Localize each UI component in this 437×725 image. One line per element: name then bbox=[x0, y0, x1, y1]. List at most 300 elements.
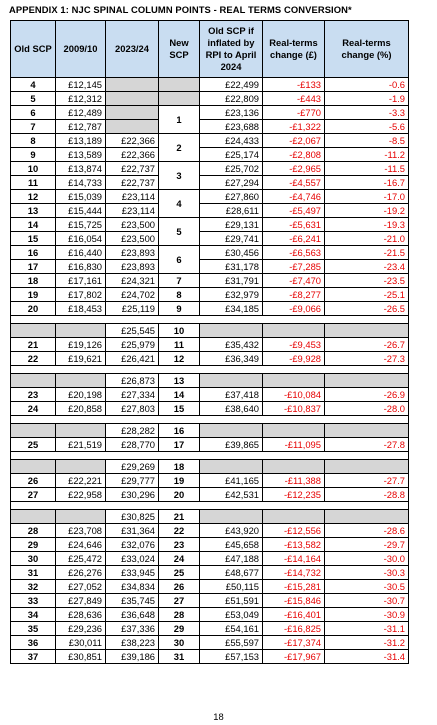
old-scp-cell: 33 bbox=[11, 594, 56, 608]
salary-2023-cell: £27,334 bbox=[106, 388, 159, 402]
col-header-old-scp: Old SCP bbox=[11, 21, 56, 78]
table-row bbox=[11, 524, 409, 538]
inflated-salary-cell: £23,136 bbox=[200, 106, 263, 120]
real-change-pct-cell: -3.3 bbox=[325, 106, 409, 120]
old-scp-cell: 26 bbox=[11, 474, 56, 488]
inflated-salary-cell: £27,294 bbox=[200, 176, 263, 190]
table-row bbox=[11, 302, 409, 316]
table-row bbox=[11, 260, 409, 274]
table-spacer-row bbox=[11, 502, 409, 510]
new-scp-cell: 9 bbox=[159, 302, 200, 316]
inflated-salary-cell: £53,049 bbox=[200, 608, 263, 622]
old-scp-cell: 6 bbox=[11, 106, 56, 120]
table-row bbox=[11, 176, 409, 190]
old-scp-cell: 10 bbox=[11, 162, 56, 176]
real-change-pct-cell bbox=[325, 460, 409, 474]
salary-2009-cell: £15,039 bbox=[56, 190, 106, 204]
salary-2009-cell: £30,851 bbox=[56, 650, 106, 664]
salary-2009-cell: £17,161 bbox=[56, 274, 106, 288]
salary-2009-cell: £12,312 bbox=[56, 92, 106, 106]
new-scp-cell: 29 bbox=[159, 622, 200, 636]
inflated-salary-cell bbox=[200, 374, 263, 388]
salary-2009-cell: £19,126 bbox=[56, 338, 106, 352]
old-scp-cell: 11 bbox=[11, 176, 56, 190]
table-row bbox=[11, 120, 409, 134]
spacer-cell bbox=[11, 502, 409, 510]
salary-2023-cell bbox=[106, 92, 159, 106]
table-row bbox=[11, 338, 409, 352]
table-row bbox=[11, 162, 409, 176]
salary-2023-cell: £30,825 bbox=[106, 510, 159, 524]
real-change-pct-cell: -26.7 bbox=[325, 338, 409, 352]
real-change-gbp-cell: -£16,401 bbox=[263, 608, 325, 622]
real-change-pct-cell: -31.4 bbox=[325, 650, 409, 664]
new-scp-cell: 12 bbox=[159, 352, 200, 366]
real-change-pct-cell: -17.0 bbox=[325, 190, 409, 204]
new-scp-cell bbox=[159, 78, 200, 92]
real-change-gbp-cell bbox=[263, 460, 325, 474]
old-scp-cell: 13 bbox=[11, 204, 56, 218]
salary-2009-cell: £17,802 bbox=[56, 288, 106, 302]
inflated-salary-cell bbox=[200, 460, 263, 474]
old-scp-cell: 27 bbox=[11, 488, 56, 502]
salary-2009-cell: £28,636 bbox=[56, 608, 106, 622]
inflated-salary-cell: £32,979 bbox=[200, 288, 263, 302]
table-row bbox=[11, 650, 409, 664]
spacer-cell bbox=[11, 416, 409, 424]
salary-2023-cell: £25,119 bbox=[106, 302, 159, 316]
col-header-change-gbp: Real-terms change (£) bbox=[263, 21, 325, 78]
col-header-2009-10: 2009/10 bbox=[56, 21, 106, 78]
real-change-pct-cell: -21.0 bbox=[325, 232, 409, 246]
new-scp-cell: 4 bbox=[159, 190, 200, 218]
real-change-gbp-cell: -£17,374 bbox=[263, 636, 325, 650]
old-scp-cell: 31 bbox=[11, 566, 56, 580]
real-change-gbp-cell bbox=[263, 424, 325, 438]
inflated-salary-cell: £30,456 bbox=[200, 246, 263, 260]
table-row bbox=[11, 460, 409, 474]
table-row bbox=[11, 580, 409, 594]
table-spacer-row bbox=[11, 366, 409, 374]
salary-2023-cell: £33,945 bbox=[106, 566, 159, 580]
old-scp-cell bbox=[11, 460, 56, 474]
old-scp-cell: 12 bbox=[11, 190, 56, 204]
old-scp-cell: 4 bbox=[11, 78, 56, 92]
salary-2009-cell: £22,958 bbox=[56, 488, 106, 502]
col-header-2023-24: 2023/24 bbox=[106, 21, 159, 78]
old-scp-cell: 7 bbox=[11, 120, 56, 134]
table-row bbox=[11, 106, 409, 120]
old-scp-cell: 21 bbox=[11, 338, 56, 352]
new-scp-cell: 6 bbox=[159, 246, 200, 274]
salary-2023-cell: £30,296 bbox=[106, 488, 159, 502]
inflated-salary-cell: £29,131 bbox=[200, 218, 263, 232]
real-change-gbp-cell bbox=[263, 374, 325, 388]
table-row bbox=[11, 608, 409, 622]
old-scp-cell bbox=[11, 324, 56, 338]
inflated-salary-cell: £42,531 bbox=[200, 488, 263, 502]
real-change-gbp-cell: -£9,066 bbox=[263, 302, 325, 316]
inflated-salary-cell: £31,178 bbox=[200, 260, 263, 274]
old-scp-cell: 15 bbox=[11, 232, 56, 246]
salary-2023-cell: £23,114 bbox=[106, 190, 159, 204]
real-change-pct-cell: -28.6 bbox=[325, 524, 409, 538]
inflated-salary-cell: £38,640 bbox=[200, 402, 263, 416]
real-change-pct-cell: -25.1 bbox=[325, 288, 409, 302]
inflated-salary-cell: £22,809 bbox=[200, 92, 263, 106]
real-change-pct-cell bbox=[325, 424, 409, 438]
salary-2023-cell: £31,364 bbox=[106, 524, 159, 538]
table-row bbox=[11, 274, 409, 288]
salary-2009-cell: £14,733 bbox=[56, 176, 106, 190]
old-scp-cell bbox=[11, 510, 56, 524]
inflated-salary-cell: £23,688 bbox=[200, 120, 263, 134]
real-change-gbp-cell: -£443 bbox=[263, 92, 325, 106]
salary-2023-cell bbox=[106, 120, 159, 134]
new-scp-cell: 13 bbox=[159, 374, 200, 388]
old-scp-cell: 19 bbox=[11, 288, 56, 302]
inflated-salary-cell: £57,153 bbox=[200, 650, 263, 664]
real-change-pct-cell: -30.5 bbox=[325, 580, 409, 594]
new-scp-cell: 31 bbox=[159, 650, 200, 664]
new-scp-cell: 18 bbox=[159, 460, 200, 474]
table-row bbox=[11, 324, 409, 338]
inflated-salary-cell: £25,702 bbox=[200, 162, 263, 176]
new-scp-cell bbox=[159, 92, 200, 106]
real-change-gbp-cell: -£5,497 bbox=[263, 204, 325, 218]
table-row bbox=[11, 352, 409, 366]
salary-2009-cell: £26,276 bbox=[56, 566, 106, 580]
salary-2023-cell: £22,366 bbox=[106, 148, 159, 162]
table-row bbox=[11, 510, 409, 524]
table-row bbox=[11, 566, 409, 580]
real-change-pct-cell: -28.8 bbox=[325, 488, 409, 502]
table-row bbox=[11, 288, 409, 302]
salary-2009-cell: £13,189 bbox=[56, 134, 106, 148]
salary-2009-cell bbox=[56, 374, 106, 388]
new-scp-cell: 7 bbox=[159, 274, 200, 288]
table-row bbox=[11, 204, 409, 218]
table-row bbox=[11, 552, 409, 566]
real-change-gbp-cell: -£6,241 bbox=[263, 232, 325, 246]
table-row bbox=[11, 246, 409, 260]
inflated-salary-cell: £35,432 bbox=[200, 338, 263, 352]
real-change-gbp-cell: -£13,582 bbox=[263, 538, 325, 552]
real-change-pct-cell: -0.6 bbox=[325, 78, 409, 92]
salary-2009-cell: £15,725 bbox=[56, 218, 106, 232]
real-change-gbp-cell: -£14,732 bbox=[263, 566, 325, 580]
table-row bbox=[11, 488, 409, 502]
old-scp-cell bbox=[11, 424, 56, 438]
page-title: APPENDIX 1: NJC SPINAL COLUMN POINTS - REAL TERMS CONVERSION* bbox=[9, 4, 352, 15]
inflated-salary-cell: £27,860 bbox=[200, 190, 263, 204]
real-change-gbp-cell: -£16,825 bbox=[263, 622, 325, 636]
old-scp-cell: 14 bbox=[11, 218, 56, 232]
real-change-gbp-cell: -£11,095 bbox=[263, 438, 325, 452]
salary-2023-cell: £34,834 bbox=[106, 580, 159, 594]
salary-2023-cell: £36,648 bbox=[106, 608, 159, 622]
real-change-pct-cell: -30.0 bbox=[325, 552, 409, 566]
real-change-pct-cell bbox=[325, 510, 409, 524]
inflated-salary-cell: £41,165 bbox=[200, 474, 263, 488]
inflated-salary-cell: £48,677 bbox=[200, 566, 263, 580]
real-change-pct-cell: -23.4 bbox=[325, 260, 409, 274]
salary-2023-cell: £25,979 bbox=[106, 338, 159, 352]
table-row bbox=[11, 148, 409, 162]
salary-2009-cell: £12,145 bbox=[56, 78, 106, 92]
col-header-new-scp: New SCP bbox=[159, 21, 200, 78]
salary-2009-cell: £13,874 bbox=[56, 162, 106, 176]
salary-2023-cell: £28,770 bbox=[106, 438, 159, 452]
new-scp-cell: 10 bbox=[159, 324, 200, 338]
real-change-gbp-cell: -£17,967 bbox=[263, 650, 325, 664]
inflated-salary-cell: £55,597 bbox=[200, 636, 263, 650]
salary-2023-cell: £23,500 bbox=[106, 232, 159, 246]
real-change-gbp-cell: -£8,277 bbox=[263, 288, 325, 302]
new-scp-cell: 23 bbox=[159, 538, 200, 552]
old-scp-cell: 29 bbox=[11, 538, 56, 552]
salary-2023-cell bbox=[106, 78, 159, 92]
real-change-pct-cell: -27.7 bbox=[325, 474, 409, 488]
table-row bbox=[11, 134, 409, 148]
old-scp-cell bbox=[11, 374, 56, 388]
new-scp-cell: 5 bbox=[159, 218, 200, 246]
table-row bbox=[11, 218, 409, 232]
real-change-pct-cell: -30.3 bbox=[325, 566, 409, 580]
real-change-gbp-cell: -£14,164 bbox=[263, 552, 325, 566]
real-change-gbp-cell: -£10,084 bbox=[263, 388, 325, 402]
col-header-change-pct: Real-terms change (%) bbox=[325, 21, 409, 78]
spacer-cell bbox=[11, 316, 409, 324]
old-scp-cell: 8 bbox=[11, 134, 56, 148]
old-scp-cell: 34 bbox=[11, 608, 56, 622]
old-scp-cell: 16 bbox=[11, 246, 56, 260]
table-row bbox=[11, 538, 409, 552]
real-change-gbp-cell: -£9,928 bbox=[263, 352, 325, 366]
salary-2009-cell: £16,054 bbox=[56, 232, 106, 246]
old-scp-cell: 35 bbox=[11, 622, 56, 636]
salary-2009-cell: £27,052 bbox=[56, 580, 106, 594]
real-change-gbp-cell: -£7,470 bbox=[263, 274, 325, 288]
real-change-gbp-cell: -£9,453 bbox=[263, 338, 325, 352]
real-change-pct-cell: -23.5 bbox=[325, 274, 409, 288]
new-scp-cell: 28 bbox=[159, 608, 200, 622]
scp-conversion-table bbox=[10, 20, 409, 664]
old-scp-cell: 24 bbox=[11, 402, 56, 416]
new-scp-cell: 2 bbox=[159, 134, 200, 162]
new-scp-cell: 1 bbox=[159, 106, 200, 134]
real-change-gbp-cell: -£2,808 bbox=[263, 148, 325, 162]
salary-2009-cell: £21,519 bbox=[56, 438, 106, 452]
salary-2023-cell: £29,269 bbox=[106, 460, 159, 474]
salary-2023-cell: £37,336 bbox=[106, 622, 159, 636]
real-change-pct-cell: -30.9 bbox=[325, 608, 409, 622]
old-scp-cell: 37 bbox=[11, 650, 56, 664]
salary-2023-cell bbox=[106, 106, 159, 120]
new-scp-cell: 25 bbox=[159, 566, 200, 580]
real-change-gbp-cell: -£770 bbox=[263, 106, 325, 120]
table-row bbox=[11, 474, 409, 488]
page-number: 18 bbox=[213, 711, 224, 722]
table-row bbox=[11, 388, 409, 402]
new-scp-cell: 22 bbox=[159, 524, 200, 538]
inflated-salary-cell: £39,865 bbox=[200, 438, 263, 452]
real-change-gbp-cell bbox=[263, 324, 325, 338]
real-change-gbp-cell: -£6,563 bbox=[263, 246, 325, 260]
salary-2023-cell: £27,803 bbox=[106, 402, 159, 416]
inflated-salary-cell: £25,174 bbox=[200, 148, 263, 162]
table-row bbox=[11, 190, 409, 204]
salary-2009-cell bbox=[56, 324, 106, 338]
salary-2023-cell: £23,893 bbox=[106, 246, 159, 260]
salary-2009-cell: £20,198 bbox=[56, 388, 106, 402]
real-change-gbp-cell: -£12,235 bbox=[263, 488, 325, 502]
inflated-salary-cell: £50,115 bbox=[200, 580, 263, 594]
real-change-pct-cell bbox=[325, 374, 409, 388]
salary-2023-cell: £33,024 bbox=[106, 552, 159, 566]
real-change-pct-cell: -19.3 bbox=[325, 218, 409, 232]
real-change-gbp-cell: -£2,965 bbox=[263, 162, 325, 176]
table-spacer-row bbox=[11, 316, 409, 324]
col-header-inflated: Old SCP if inflated by RPI to April 2024 bbox=[200, 21, 263, 78]
real-change-pct-cell: -11.5 bbox=[325, 162, 409, 176]
real-change-gbp-cell: -£15,846 bbox=[263, 594, 325, 608]
real-change-pct-cell: -26.5 bbox=[325, 302, 409, 316]
salary-2023-cell: £32,076 bbox=[106, 538, 159, 552]
new-scp-cell: 15 bbox=[159, 402, 200, 416]
inflated-salary-cell: £47,188 bbox=[200, 552, 263, 566]
old-scp-cell: 32 bbox=[11, 580, 56, 594]
real-change-pct-cell: -31.1 bbox=[325, 622, 409, 636]
inflated-salary-cell: £28,611 bbox=[200, 204, 263, 218]
inflated-salary-cell: £31,791 bbox=[200, 274, 263, 288]
table-row bbox=[11, 424, 409, 438]
inflated-salary-cell: £22,499 bbox=[200, 78, 263, 92]
real-change-gbp-cell bbox=[263, 510, 325, 524]
inflated-salary-cell bbox=[200, 424, 263, 438]
salary-2023-cell: £22,366 bbox=[106, 134, 159, 148]
old-scp-cell: 36 bbox=[11, 636, 56, 650]
new-scp-cell: 8 bbox=[159, 288, 200, 302]
new-scp-cell: 16 bbox=[159, 424, 200, 438]
real-change-pct-cell: -1.9 bbox=[325, 92, 409, 106]
salary-2009-cell: £18,453 bbox=[56, 302, 106, 316]
real-change-pct-cell: -5.6 bbox=[325, 120, 409, 134]
table-row bbox=[11, 374, 409, 388]
real-change-pct-cell: -19.2 bbox=[325, 204, 409, 218]
salary-2009-cell: £29,236 bbox=[56, 622, 106, 636]
salary-2023-cell: £23,500 bbox=[106, 218, 159, 232]
real-change-gbp-cell: -£11,388 bbox=[263, 474, 325, 488]
inflated-salary-cell: £29,741 bbox=[200, 232, 263, 246]
old-scp-cell: 17 bbox=[11, 260, 56, 274]
new-scp-cell: 17 bbox=[159, 438, 200, 452]
salary-2023-cell: £23,893 bbox=[106, 260, 159, 274]
salary-2009-cell: £24,646 bbox=[56, 538, 106, 552]
salary-2023-cell: £39,186 bbox=[106, 650, 159, 664]
salary-2009-cell: £30,011 bbox=[56, 636, 106, 650]
salary-2009-cell: £13,589 bbox=[56, 148, 106, 162]
table-spacer-row bbox=[11, 452, 409, 460]
inflated-salary-cell: £24,433 bbox=[200, 134, 263, 148]
old-scp-cell: 23 bbox=[11, 388, 56, 402]
salary-2023-cell: £22,737 bbox=[106, 176, 159, 190]
real-change-pct-cell: -16.7 bbox=[325, 176, 409, 190]
real-change-pct-cell: -21.5 bbox=[325, 246, 409, 260]
spacer-cell bbox=[11, 366, 409, 374]
new-scp-cell: 30 bbox=[159, 636, 200, 650]
old-scp-cell: 5 bbox=[11, 92, 56, 106]
table-row bbox=[11, 594, 409, 608]
table-row bbox=[11, 636, 409, 650]
table-row bbox=[11, 438, 409, 452]
salary-2023-cell: £29,777 bbox=[106, 474, 159, 488]
new-scp-cell: 3 bbox=[159, 162, 200, 190]
real-change-pct-cell: -31.2 bbox=[325, 636, 409, 650]
inflated-salary-cell: £54,161 bbox=[200, 622, 263, 636]
salary-2023-cell: £26,873 bbox=[106, 374, 159, 388]
inflated-salary-cell: £43,920 bbox=[200, 524, 263, 538]
salary-2023-cell: £28,282 bbox=[106, 424, 159, 438]
old-scp-cell: 25 bbox=[11, 438, 56, 452]
real-change-gbp-cell: -£133 bbox=[263, 78, 325, 92]
inflated-salary-cell: £34,185 bbox=[200, 302, 263, 316]
salary-2023-cell: £24,321 bbox=[106, 274, 159, 288]
real-change-pct-cell: -11.2 bbox=[325, 148, 409, 162]
real-change-gbp-cell: -£4,746 bbox=[263, 190, 325, 204]
old-scp-cell: 20 bbox=[11, 302, 56, 316]
real-change-pct-cell bbox=[325, 324, 409, 338]
real-change-gbp-cell: -£7,285 bbox=[263, 260, 325, 274]
inflated-salary-cell bbox=[200, 324, 263, 338]
inflated-salary-cell bbox=[200, 510, 263, 524]
old-scp-cell: 18 bbox=[11, 274, 56, 288]
inflated-salary-cell: £45,658 bbox=[200, 538, 263, 552]
salary-2009-cell: £25,472 bbox=[56, 552, 106, 566]
salary-2009-cell: £27,849 bbox=[56, 594, 106, 608]
real-change-gbp-cell: -£1,322 bbox=[263, 120, 325, 134]
salary-2009-cell: £19,621 bbox=[56, 352, 106, 366]
real-change-gbp-cell: -£12,556 bbox=[263, 524, 325, 538]
salary-2023-cell: £23,114 bbox=[106, 204, 159, 218]
new-scp-cell: 24 bbox=[159, 552, 200, 566]
real-change-gbp-cell: -£2,067 bbox=[263, 134, 325, 148]
old-scp-cell: 30 bbox=[11, 552, 56, 566]
new-scp-cell: 27 bbox=[159, 594, 200, 608]
real-change-pct-cell: -27.3 bbox=[325, 352, 409, 366]
inflated-salary-cell: £51,591 bbox=[200, 594, 263, 608]
real-change-pct-cell: -26.9 bbox=[325, 388, 409, 402]
new-scp-cell: 11 bbox=[159, 338, 200, 352]
new-scp-cell: 21 bbox=[159, 510, 200, 524]
real-change-pct-cell: -29.7 bbox=[325, 538, 409, 552]
table-row bbox=[11, 232, 409, 246]
real-change-gbp-cell: -£5,631 bbox=[263, 218, 325, 232]
salary-2023-cell: £24,702 bbox=[106, 288, 159, 302]
table-header-row bbox=[11, 21, 409, 78]
old-scp-cell: 9 bbox=[11, 148, 56, 162]
old-scp-cell: 28 bbox=[11, 524, 56, 538]
salary-2009-cell: £22,221 bbox=[56, 474, 106, 488]
real-change-pct-cell: -28.0 bbox=[325, 402, 409, 416]
salary-2023-cell: £26,421 bbox=[106, 352, 159, 366]
real-change-pct-cell: -27.8 bbox=[325, 438, 409, 452]
table-row bbox=[11, 78, 409, 92]
salary-2023-cell: £22,737 bbox=[106, 162, 159, 176]
salary-2009-cell: £12,787 bbox=[56, 120, 106, 134]
salary-2009-cell: £12,489 bbox=[56, 106, 106, 120]
new-scp-cell: 19 bbox=[159, 474, 200, 488]
